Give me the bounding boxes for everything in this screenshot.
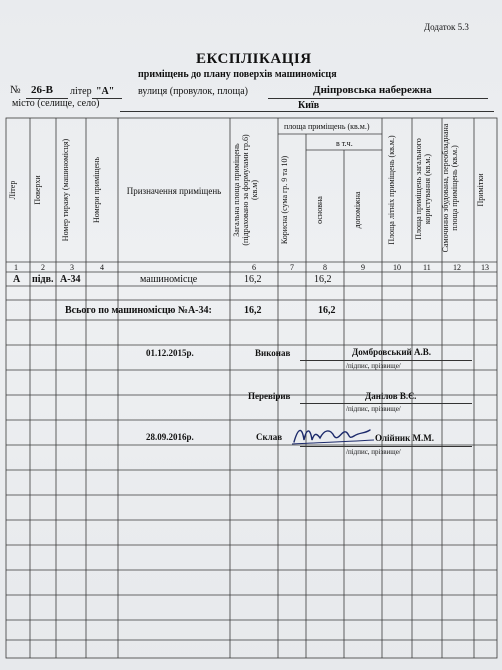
col-header-total-area: Загальна площа приміщень (підраховано за формулами гр.6) (кв.м) xyxy=(232,134,259,246)
col-header-purpose: Призначення приміщень xyxy=(126,186,222,196)
city-label: місто (селище, село) xyxy=(12,98,100,109)
row-main-area: 16,2 xyxy=(314,274,332,285)
row-total-area: 16,2 xyxy=(244,274,262,285)
col-number: 8 xyxy=(323,263,327,272)
col-header-common-area: Площа приміщень загального користування (кв.м.) xyxy=(414,138,432,240)
date-compiled: 28.09.2016р. xyxy=(146,432,194,442)
executed-name: Домбровський А.В. xyxy=(352,347,431,357)
sign-caption: /підпис, прізвище/ xyxy=(346,405,401,413)
col-header-room-numbers: Номери приміщень xyxy=(92,157,101,224)
sign-caption: /підпис, прізвище/ xyxy=(346,448,401,456)
document-title: ЕКСПЛІКАЦІЯ xyxy=(196,51,312,67)
row-purpose: машиномісце xyxy=(140,274,198,285)
row-number: А-34 xyxy=(60,274,81,285)
col-header-floors: Поверхи xyxy=(33,175,42,205)
col-number: 4 xyxy=(100,263,104,272)
total-main-area: 16,2 xyxy=(318,305,336,316)
checked-label: Перевірив xyxy=(248,391,291,401)
liter-value: "А" xyxy=(96,86,115,97)
document-subtitle: приміщень до плану поверхів машиномісця xyxy=(138,69,337,80)
street-value: Дніпровська набережна xyxy=(313,84,432,96)
col-header-notes: Примітки xyxy=(476,173,485,207)
col-header-area-group: площа приміщень (кв.м.) xyxy=(284,122,370,131)
building-number: 26-В xyxy=(31,84,53,96)
col-header-self-built: Самочинно збудована, переобладнана площа приміщень (кв.м.) xyxy=(441,123,459,253)
executed-sign-line xyxy=(300,360,472,361)
col-header-main: основна xyxy=(315,196,324,224)
col-number: 9 xyxy=(361,263,365,272)
city-value: Київ xyxy=(298,100,320,111)
sign-caption: /підпис, прізвище/ xyxy=(346,362,401,370)
col-number: 1 xyxy=(14,263,18,272)
col-header-useful-area: Корисна (сума гр. 9 та 10) xyxy=(280,155,289,245)
col-header-summer-area: Площа літніх приміщень (кв.м.) xyxy=(387,135,396,245)
handwritten-signature xyxy=(290,422,380,450)
row-floor: підв. xyxy=(32,274,54,285)
col-number: 6 xyxy=(252,263,256,272)
col-number: 10 xyxy=(393,263,401,272)
number-prefix: № xyxy=(10,84,21,96)
checked-name: Данілов В.Є. xyxy=(365,391,417,401)
col-header-aux: допоміжна xyxy=(353,191,362,229)
col-number: 7 xyxy=(290,263,294,272)
appendix-label: Додаток 5.3 xyxy=(424,22,469,32)
col-number: 13 xyxy=(481,263,489,272)
row-liter: А xyxy=(13,274,21,285)
compiled-name: Олійник М.М. xyxy=(375,433,435,443)
date-executed: 01.12.2015р. xyxy=(146,348,194,358)
checked-sign-line xyxy=(300,403,472,404)
col-number: 2 xyxy=(41,263,45,272)
liter-label: літер xyxy=(70,86,92,97)
col-number: 3 xyxy=(70,263,74,272)
total-area: 16,2 xyxy=(244,305,262,316)
col-header-plan-number: Номер тиражу (машиномісця) xyxy=(61,138,70,242)
executed-label: Виконав xyxy=(255,348,291,358)
compiled-label: Склав xyxy=(256,432,283,442)
street-label: вулиця (провулок, площа) xyxy=(138,86,249,97)
col-number: 12 xyxy=(453,263,461,272)
col-number: 11 xyxy=(423,263,431,272)
total-label: Всього по машиномісцю №А-34: xyxy=(65,305,212,316)
col-header-incl: в т.ч. xyxy=(336,139,353,148)
col-header-liter: Літер xyxy=(8,180,17,200)
